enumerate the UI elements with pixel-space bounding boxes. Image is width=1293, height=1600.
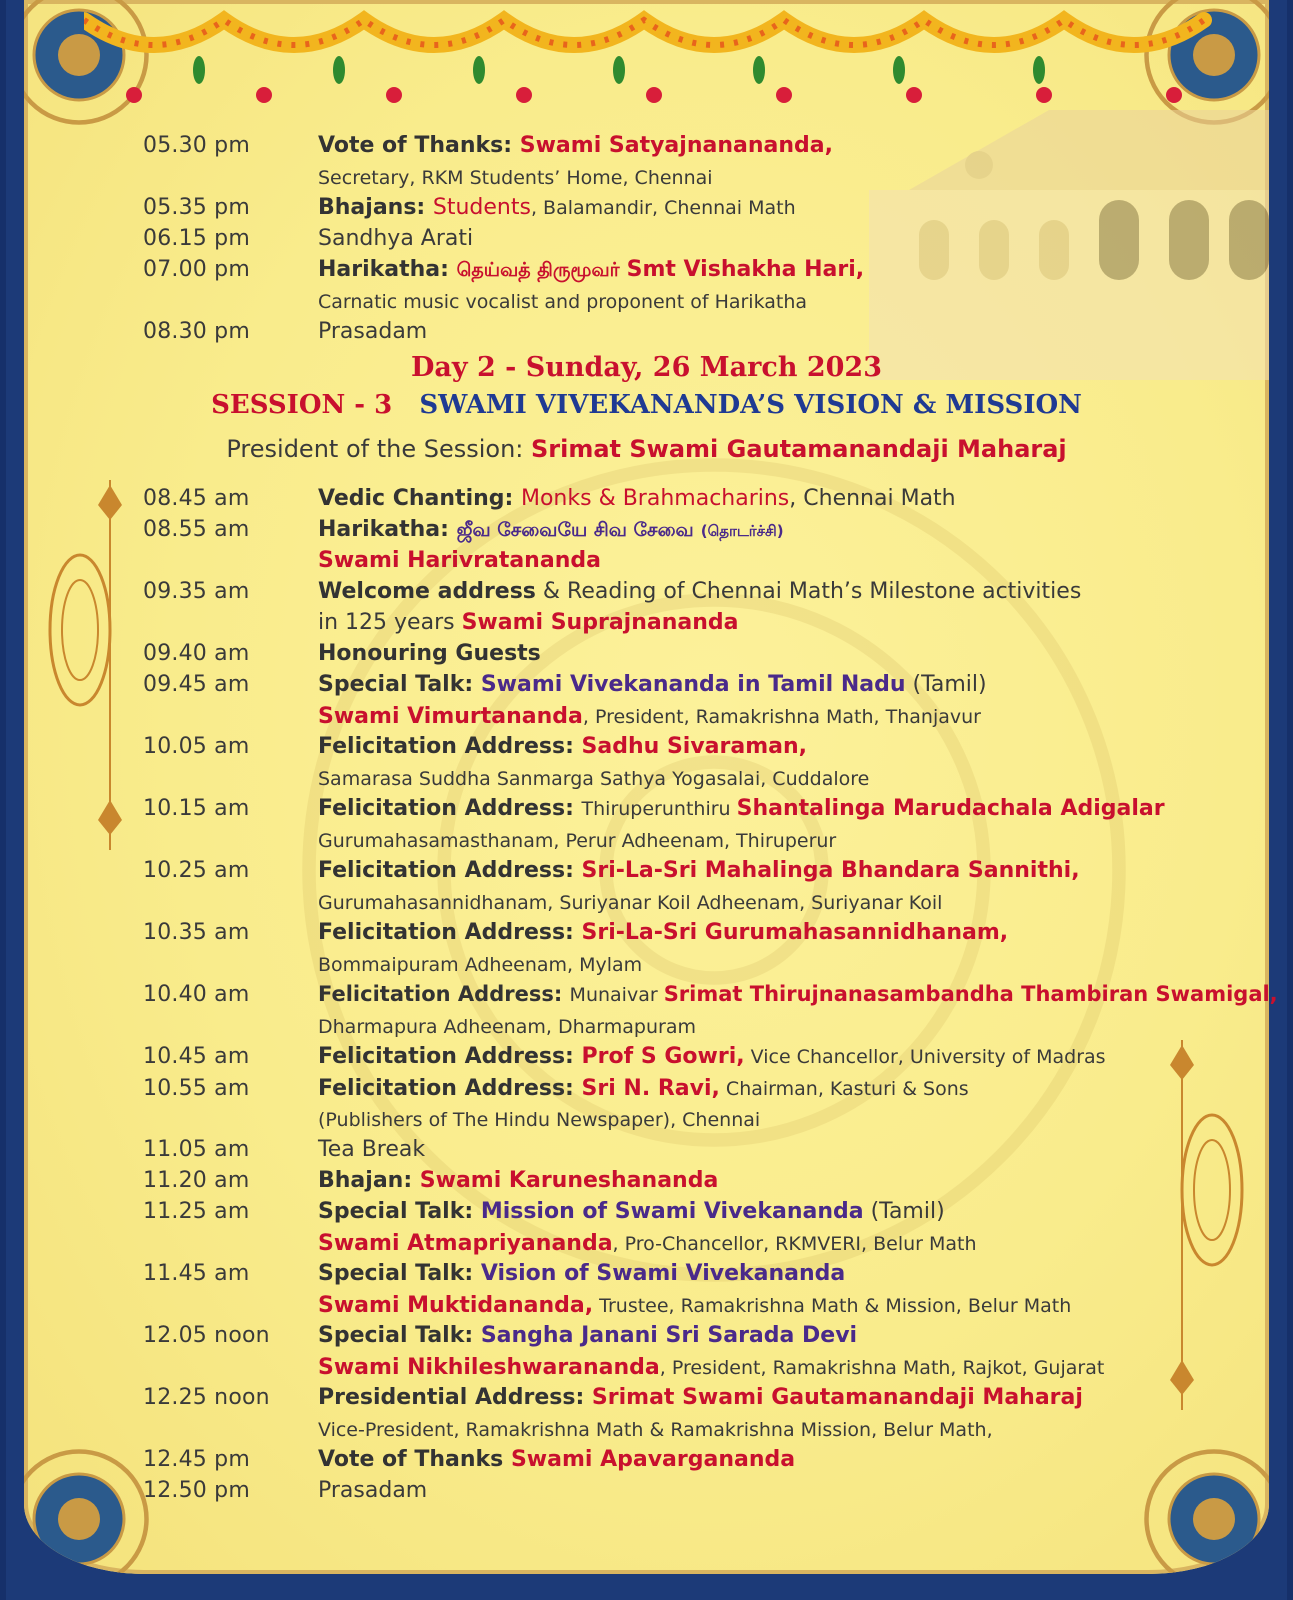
schedule-row <box>0 1447 1293 1477</box>
speaker-name: Swami Karuneshananda <box>419 1168 719 1193</box>
tamil-continued: (தொடர்ச்சி) <box>700 522 784 540</box>
schedule-subline <box>0 610 1293 640</box>
item-subtitle: , Pro-Chancellor, RKMVERI, Belur Math <box>612 1233 977 1255</box>
item-label: Vedic Chanting: <box>318 486 521 511</box>
item-desc <box>318 982 1278 1006</box>
item-label: Harikatha <box>318 517 441 542</box>
item-label: Felicitation Address <box>318 734 566 759</box>
speaker-name: Srimat Swami Gautamanandaji Maharaj <box>591 1385 1083 1410</box>
schedule-subline <box>0 548 1293 578</box>
item-subtitle: (Publishers of The Hindu Newspaper), Chennai <box>318 1109 761 1131</box>
schedule-subline <box>0 1109 1293 1139</box>
item-time: 05.35 pm <box>143 195 250 220</box>
schedule-row <box>0 1168 1293 1198</box>
speaker-name: Swami Harivratananda <box>318 548 601 573</box>
item-label: Felicitation Address: <box>318 920 582 945</box>
item-time: 10.55 am <box>143 1076 250 1101</box>
speaker-title: Thiruperunthiru <box>581 798 737 820</box>
schedule-subline <box>0 1231 1293 1261</box>
schedule-row <box>0 1261 1293 1291</box>
item-time: 05.30 pm <box>143 133 250 158</box>
item-label: Bhajan <box>318 1168 404 1193</box>
item-time: 08.55 am <box>143 517 250 542</box>
item-desc <box>318 1044 1106 1069</box>
president-name: Srimat Swami Gautamanandaji Maharaj <box>531 435 1067 463</box>
speaker-name: Swami Apavargananda <box>510 1447 796 1472</box>
item-line2: in 125 years <box>318 610 462 635</box>
item-desc: Harikatha: ஜீவ சேவையே சிவ சேவை (தொடர்ச்சி) <box>318 517 784 542</box>
item-time: 12.25 noon <box>143 1385 270 1410</box>
item-label: Welcome address <box>318 579 536 604</box>
schedule-row <box>0 1076 1293 1106</box>
item-label: Honouring Guests <box>318 641 541 666</box>
item-subtitle: Gurumahasamasthanam, Perur Adheenam, Thiruperur <box>318 830 837 852</box>
item-desc: Felicitation Address: Thiruperunthiru Shantalinga Marudachala Adigalar <box>318 796 1165 821</box>
item-rest: , Balamandir, Chennai Math <box>530 197 796 219</box>
item-desc: Special Talk: Vision of Swami Vivekananda <box>318 1261 846 1286</box>
schedule-row <box>0 1137 1293 1167</box>
schedule-row <box>0 1478 1293 1508</box>
item-label: Special Talk <box>318 1199 465 1224</box>
schedule-row <box>0 226 1293 256</box>
president-label: President of the Session: <box>226 435 531 463</box>
speaker-name: Swami Muktidananda, <box>318 1293 594 1318</box>
schedule-row <box>0 734 1293 764</box>
day-heading: Day 2 - Sunday, 26 March 2023 <box>410 352 883 383</box>
schedule-subline <box>0 1293 1293 1323</box>
item-time: 10.25 am <box>143 858 250 883</box>
item-label: Vote of Thanks: <box>318 133 520 158</box>
item-desc <box>318 1076 969 1101</box>
schedule-row <box>0 672 1293 702</box>
schedule-row <box>0 486 1293 516</box>
schedule-subline <box>0 1016 1293 1046</box>
schedule-subline <box>0 167 1293 197</box>
item-time: 06.15 pm <box>143 226 250 251</box>
item-desc: Special Talk: Mission of Swami Vivekananda (Tamil) <box>318 1199 945 1224</box>
item-text: Prasadam <box>318 1478 428 1503</box>
item-desc: Special Talk: Sangha Janani Sri Sarada Devi <box>318 1323 858 1348</box>
item-subtitle: Dharmapura Adheenam, Dharmapuram <box>318 1016 696 1038</box>
item-subtitle: Gurumahasannidhanam, Suriyanar Koil Adheenam, Suriyanar Koil <box>318 892 943 914</box>
item-subtitle: , President, Ramakrishna Math, Thanjavur <box>582 706 981 728</box>
item-label: Harikatha <box>318 257 441 282</box>
speaker-name: Sadhu Sivaraman, <box>581 734 808 759</box>
schedule-subline <box>0 1419 1293 1449</box>
item-time: 11.45 am <box>143 1261 250 1286</box>
item-time: 12.50 pm <box>143 1478 250 1503</box>
schedule-row <box>0 796 1293 826</box>
talk-language: (Tamil) <box>905 672 987 697</box>
item-desc <box>318 1447 795 1472</box>
speaker-title: Munaivar <box>569 984 664 1006</box>
item-text: Tea Break <box>318 1137 426 1162</box>
item-desc <box>318 1293 1071 1318</box>
item-time: 12.45 pm <box>143 1447 250 1472</box>
item-subtitle: Vice-President, Ramakrishna Math & Ramakrishna Mission, Belur Math, <box>318 1419 993 1441</box>
tamil-title: ஜீவ சேவையே சிவ சேவை <box>456 519 694 541</box>
session-heading <box>0 390 1293 420</box>
item-label: Bhajans: <box>318 195 433 220</box>
item-subtitle: Secretary, RKM Students’ Home, Chennai <box>318 167 713 189</box>
item-text: Sandhya Arati <box>318 226 474 251</box>
talk-topic: Swami Vivekananda in Tamil Nadu <box>480 672 906 697</box>
item-subtitle: Trustee, Ramakrishna Math & Mission, Belur Math <box>593 1295 1072 1317</box>
item-label: Felicitation Address: <box>318 1076 582 1101</box>
speaker-name: Prof S Gowri, <box>581 1044 745 1069</box>
item-time: 11.25 am <box>143 1199 250 1224</box>
item-time: 10.05 am <box>143 734 250 759</box>
item-rest: & Reading of Chennai Math’s Milestone activities <box>535 579 1082 604</box>
item-rest: Chairman, Kasturi & Sons <box>719 1078 969 1100</box>
speaker-name: Swami Suprajnananda <box>461 610 739 635</box>
item-label: Special Talk <box>318 672 465 697</box>
schedule-subline <box>0 291 1293 321</box>
item-time: 09.40 am <box>143 641 250 666</box>
schedule-row <box>0 1385 1293 1415</box>
item-desc: Felicitation Address: Sadhu Sivaraman, <box>318 734 808 759</box>
item-label: Presidential Address: <box>318 1385 592 1410</box>
item-time: 10.15 am <box>143 796 250 821</box>
speaker-name: Sri-La-Sri Mahalinga Bhandara Sannithi, <box>581 858 1080 883</box>
schedule-row <box>0 257 1293 287</box>
item-desc <box>318 486 956 511</box>
item-desc <box>318 704 981 729</box>
speaker-name: Smt Vishakha Hari, <box>626 257 865 282</box>
schedule-row <box>0 920 1293 950</box>
item-label: Vote of Thanks <box>318 1447 511 1472</box>
item-rest: , Chennai Math <box>789 486 956 511</box>
talk-topic: Sangha Janani Sri Sarada Devi <box>480 1323 858 1348</box>
schedule-subline <box>0 954 1293 984</box>
item-desc <box>318 579 1081 604</box>
item-label: Felicitation Address: <box>318 982 570 1006</box>
speaker-name: Swami Satyajnanananda, <box>519 133 833 158</box>
item-time: 11.05 am <box>143 1137 250 1162</box>
schedule-subline <box>0 1355 1293 1385</box>
schedule-row <box>0 517 1293 547</box>
item-subtitle: Carnatic music vocalist and proponent of Harikatha <box>318 291 808 313</box>
talk-topic: Mission of Swami Vivekananda <box>480 1199 864 1224</box>
item-rest: Vice Chancellor, University of Madras <box>744 1046 1106 1068</box>
schedule-row <box>0 195 1293 225</box>
session-title: SWAMI VIVEKANANDA’S VISION & MISSION <box>419 390 1082 420</box>
speaker-name: Shantalinga Marudachala Adigalar <box>736 796 1165 821</box>
talk-topic: Vision of Swami Vivekananda <box>480 1261 846 1286</box>
item-time: 08.45 am <box>143 486 250 511</box>
speaker-name: Srimat Thirujnanasambandha Thambiran Swamigal, <box>663 982 1278 1006</box>
item-text: Prasadam <box>318 319 428 344</box>
item-desc <box>318 1385 1083 1410</box>
item-time: 07.00 pm <box>143 257 250 282</box>
schedule-subline <box>0 768 1293 798</box>
schedule-row <box>0 1044 1293 1074</box>
item-label: Felicitation Address <box>318 796 566 821</box>
session-number: SESSION - 3 <box>211 390 393 420</box>
item-time: 10.40 am <box>143 982 250 1007</box>
schedule-row <box>0 579 1293 609</box>
schedule-row <box>0 1199 1293 1229</box>
item-subtitle: , President, Ramakrishna Math, Rajkot, Gujarat <box>659 1357 1105 1379</box>
schedule-subline <box>0 704 1293 734</box>
session-president <box>0 435 1293 463</box>
schedule-row <box>0 982 1293 1012</box>
item-subtitle: Samarasa Suddha Sanmarga Sathya Yogasalai, Cuddalore <box>318 768 870 790</box>
speaker-name: Sri-La-Sri Gurumahasannidhanam, <box>581 920 1009 945</box>
item-desc <box>318 1355 1104 1380</box>
item-label: Felicitation Address <box>318 858 566 883</box>
schedule-row <box>0 858 1293 888</box>
item-label: Felicitation Address: <box>318 1044 582 1069</box>
speaker-name: Students <box>432 195 531 220</box>
schedule-subline <box>0 830 1293 860</box>
item-time: 11.20 am <box>143 1168 250 1193</box>
item-time: 10.35 am <box>143 920 250 945</box>
item-label: Special Talk <box>318 1323 465 1348</box>
schedule-subline <box>0 892 1293 922</box>
talk-language: (Tamil) <box>863 1199 945 1224</box>
item-desc <box>318 920 1008 945</box>
item-time: 08.30 pm <box>143 319 250 344</box>
schedule-row <box>0 641 1293 671</box>
speaker-name: Swami Vimurtananda <box>318 704 583 729</box>
item-desc <box>318 610 738 635</box>
item-desc <box>318 1231 977 1256</box>
item-time: 12.05 noon <box>143 1323 270 1348</box>
schedule-row <box>0 133 1293 163</box>
schedule-row <box>0 319 1293 349</box>
item-desc <box>318 133 833 158</box>
item-desc: Special Talk: Swami Vivekananda in Tamil Nadu (Tamil) <box>318 672 987 697</box>
item-subtitle: Bommaipuram Adheenam, Mylam <box>318 954 643 976</box>
speaker-name: Swami Atmapriyananda <box>318 1231 613 1256</box>
item-desc: Harikatha: தெய்வத் திருமூவர் Smt Vishakha Hari, <box>318 257 865 282</box>
item-label: Special Talk <box>318 1261 465 1286</box>
speaker-name: Monks & Brahmacharins <box>520 486 790 511</box>
item-desc: Felicitation Address: Sri-La-Sri Mahalinga Bhandara Sannithi, <box>318 858 1080 883</box>
item-desc: Bhajan: Swami Karuneshananda <box>318 1168 719 1193</box>
schedule-row <box>0 1323 1293 1353</box>
item-time: 10.45 am <box>143 1044 250 1069</box>
speaker-name: Swami Nikhileshwarananda <box>318 1355 660 1380</box>
speaker-name: Sri N. Ravi, <box>581 1076 720 1101</box>
item-desc <box>318 195 796 220</box>
item-time: 09.45 am <box>143 672 250 697</box>
tamil-title: தெய்வத் திருமூவர் <box>456 259 620 281</box>
item-time: 09.35 am <box>143 579 250 604</box>
